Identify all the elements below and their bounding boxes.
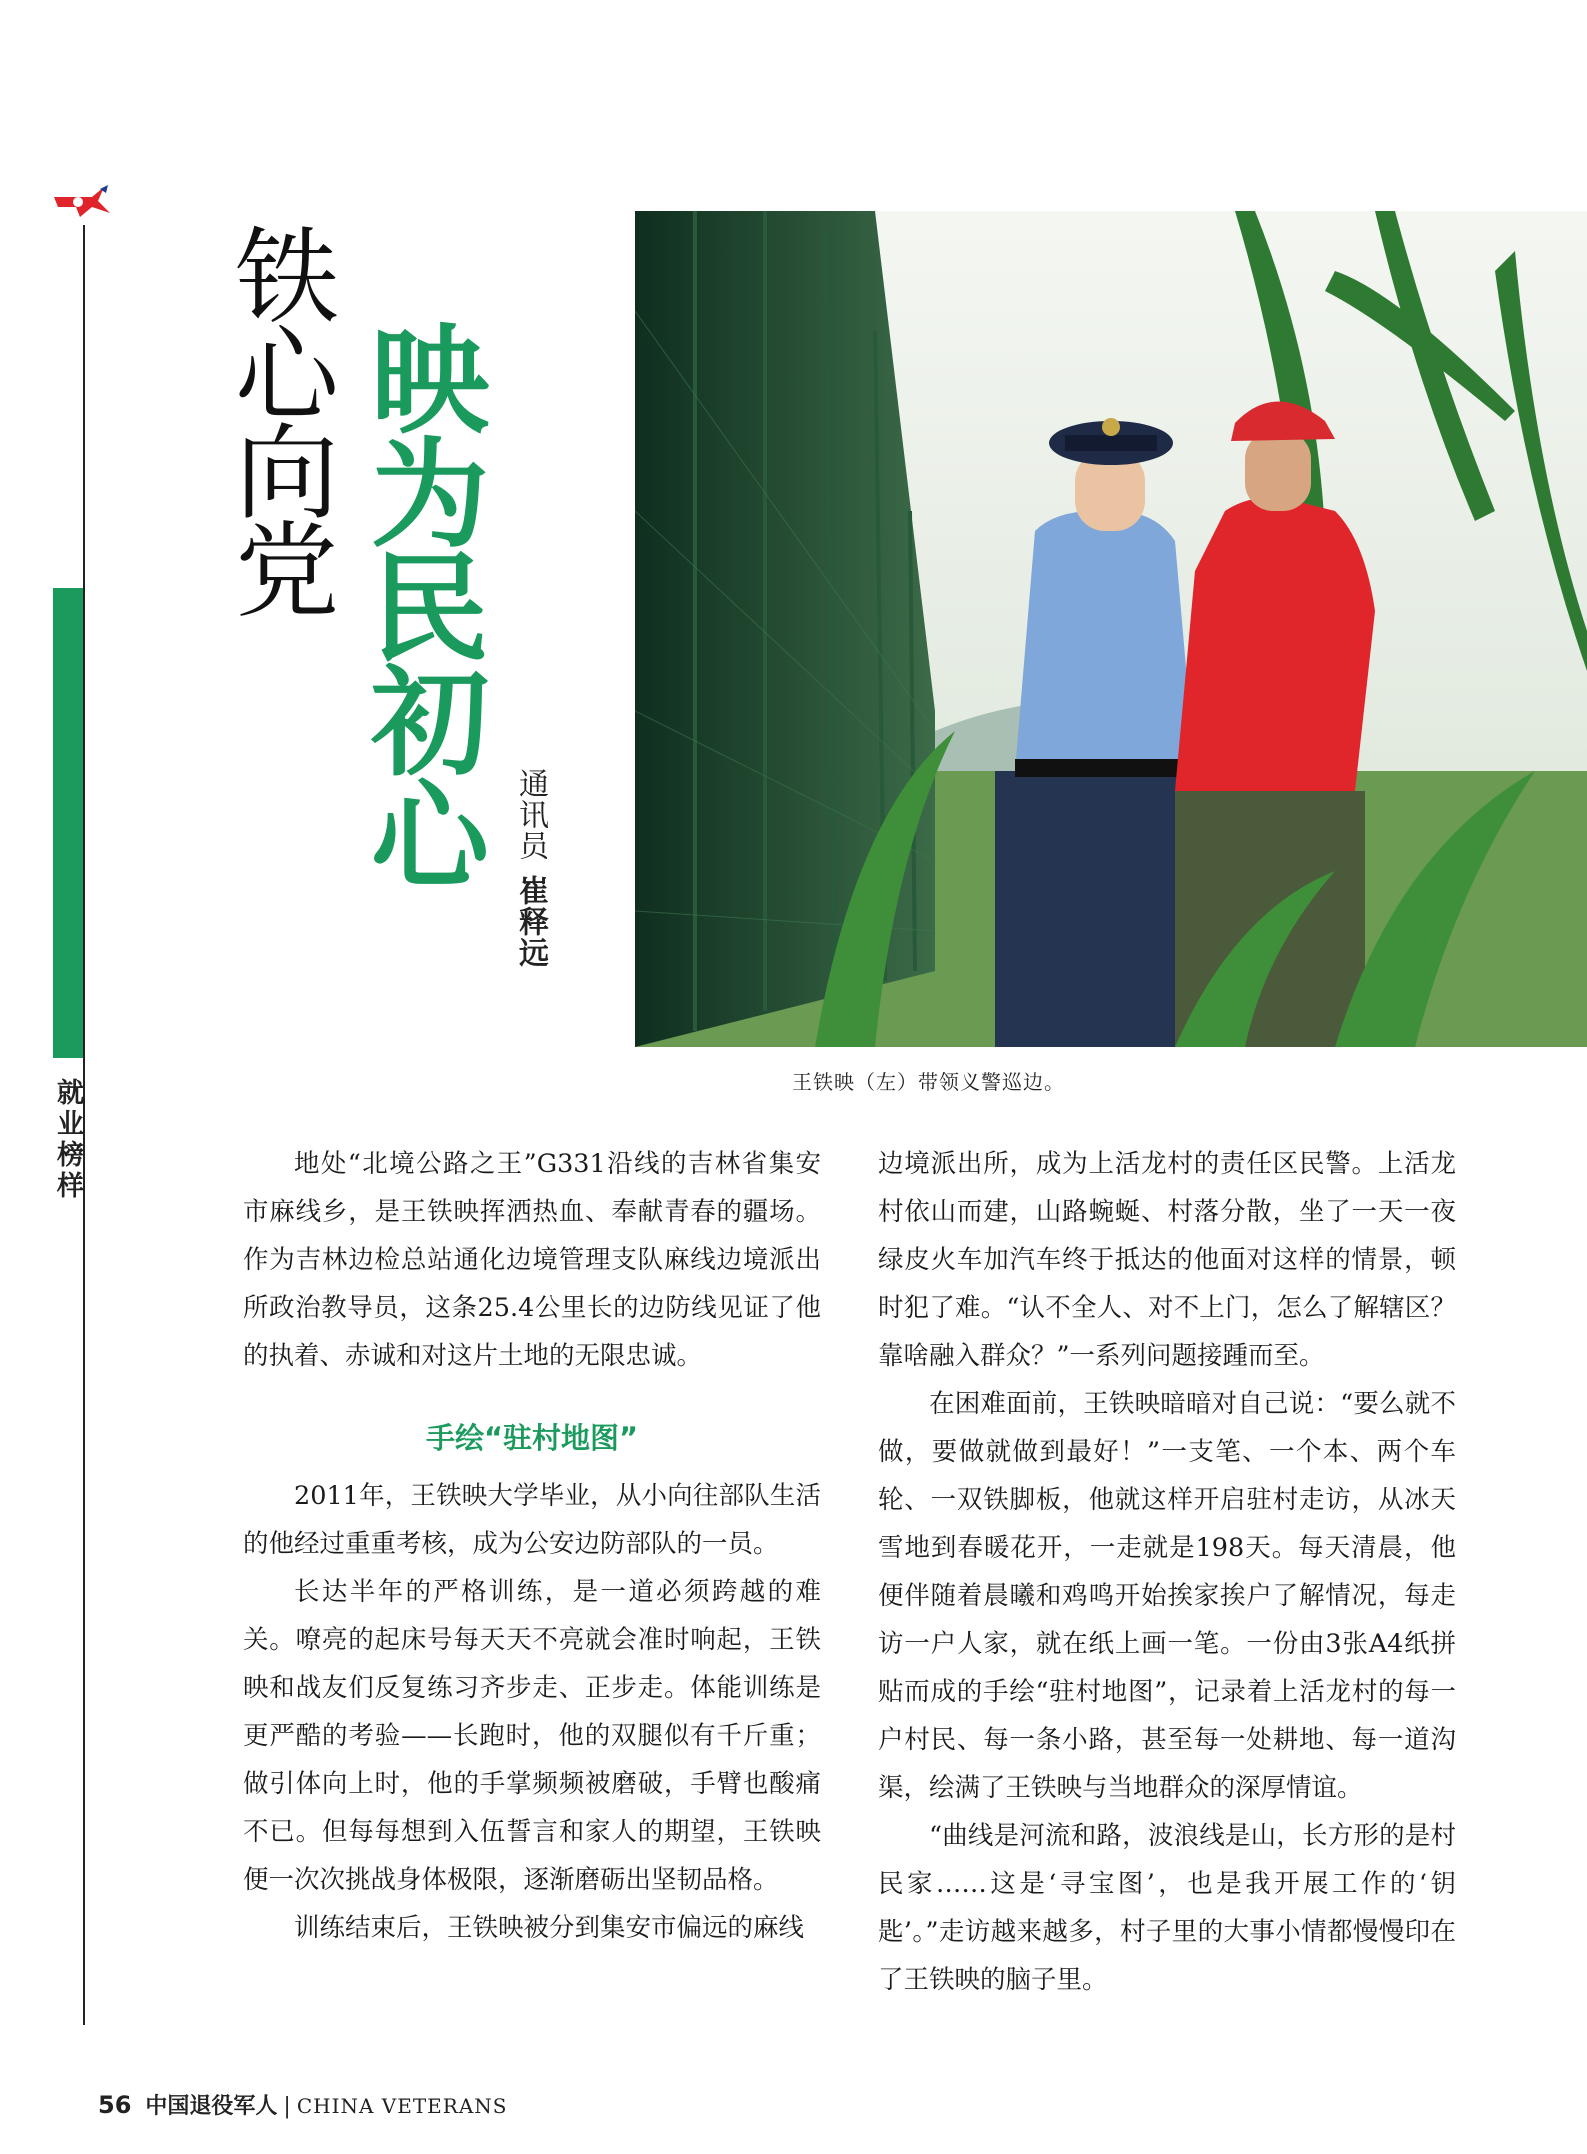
paragraph: 训练结束后，王铁映被分到集安市偏远的麻线 bbox=[294, 1913, 805, 1943]
title-part2: 映为民初心 bbox=[351, 318, 489, 888]
magazine-name: 中国退役军人 bbox=[145, 2094, 278, 2119]
magazine-english-name: CHINA VETERANS bbox=[296, 2094, 508, 2118]
paragraph: 在困难面前，王铁映暗暗对自己说：“要么就不做，要做就做到最好！”一支笔、一个本、两个车轮、一双铁脚板，他就这样开启驻村走访，从冰天雪地到春暖花开，一走就是198天。每天清晨，他便伴随着晨曦和鸡鸣开始挨家挨户了解情况，每走访一户人家，就在纸上画一笔。一份由3张A4纸拼贴而成的手绘“驻村地图”，记录着上活龙村的每一户村民、每一条小路，甚至每一处耕地、每一道沟渠，绘满了王铁映与当地群众的深厚情谊。 bbox=[878, 1389, 1456, 1803]
red-ribbon-logo-icon bbox=[52, 183, 112, 221]
title-part1: 铁心向党 bbox=[217, 222, 339, 614]
article-column-left bbox=[243, 1140, 821, 1952]
page-number: 56 bbox=[98, 2091, 132, 2119]
byline-role: 通讯员 bbox=[513, 768, 548, 861]
paragraph: 长达半年的严格训练，是一道必须跨越的难关。嘹亮的起床号每天天不亮就会准时响起，王铁映和战友们反复练习齐步走、正步走。体能训练是更严酷的考验——长跑时，他的双腿似有千斤重；做引体向上时，他的手掌频频被磨破，手臂也酸痛不已。但每每想到入伍誓言和家人的期望，王铁映便一次次挑战身体极限，逐渐磨砺出坚韧品格。 bbox=[243, 1577, 821, 1895]
paragraph: 2011年，王铁映大学毕业，从小向往部队生活的他经过重重考核，成为公安边防部队的一员。 bbox=[243, 1481, 821, 1559]
byline-name: 崔释远 bbox=[513, 875, 548, 968]
intro-paragraph: 地处“北境公路之王”G331沿线的吉林省集安市麻线乡，是王铁映挥洒热血、奉献青春的疆场。作为吉林边检总站通化边境管理支队麻线边境派出所政治教导员，这条25.4公里长的边防线见证了他的执着、赤诚和对这片土地的无限忠诚。 bbox=[243, 1149, 821, 1371]
article-column-right bbox=[878, 1140, 1456, 2004]
footer-separator: | bbox=[283, 2094, 291, 2119]
photo-caption: 王铁映（左）带领义警巡边。 bbox=[792, 1070, 1065, 1094]
section-heading: 手绘“驻村地图” bbox=[425, 1421, 639, 1455]
article-photo bbox=[635, 211, 1587, 1047]
paragraph: “曲线是河流和路，波浪线是山，长方形的是村民家……这是‘寻宝图’，也是我开展工作的‘钥匙’。”走访越来越多，村子里的大事小情都慢慢印在了王铁映的脑子里。 bbox=[878, 1821, 1456, 1995]
paragraph-continued: 边境派出所，成为上活龙村的责任区民警。上活龙村依山而建，山路蜿蜒、村落分散，坐了一天一夜绿皮火车加汽车终于抵达的他面对这样的情景，顿时犯了难。“认不全人、对不上门，怎么了解辖区？靠啥融入群众？”一系列问题接踵而至。 bbox=[878, 1149, 1456, 1371]
photo-illustration bbox=[635, 211, 1587, 1047]
page-footer bbox=[98, 2089, 507, 2120]
section-tag: 就业榜样 bbox=[52, 1078, 83, 1202]
byline bbox=[512, 768, 548, 968]
side-accent-bar bbox=[53, 588, 83, 1058]
